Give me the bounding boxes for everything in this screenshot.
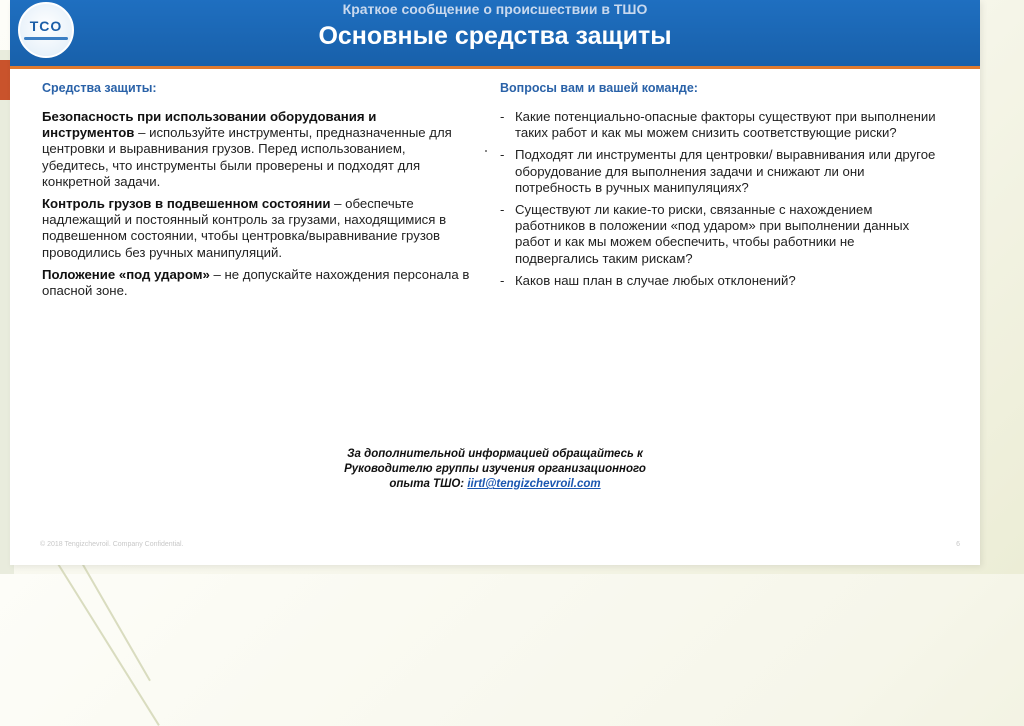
protection-item-text: – используйте инструменты, предназначенные для центровки и выравнивания грузов. Перед использованием, убедитесь, что инструменты были проверены и подходят для конкретной задачи. — [42, 125, 452, 189]
bullet-dash: - — [500, 109, 505, 124]
protection-list — [42, 109, 472, 305]
protection-item-title: Безопасность при использовании оборудования и инструментов — [42, 109, 377, 141]
contact-info — [295, 447, 695, 492]
left-column-heading: Средства защиты: — [42, 81, 157, 95]
page-title: Основные средства защиты — [318, 22, 672, 50]
protection-item-title: Контроль грузов в подвешенном состоянии — [42, 196, 331, 212]
question-text: Какие потенциально-опасные факторы существуют при выполнении таких работ и как мы можем снизить соответствующие риски? — [515, 109, 936, 141]
footer-confidential: © 2018 Tengizchevroil. Company Confidential. — [40, 541, 184, 548]
question-text: Существуют ли какие-то риски, связанные с нахождением работников в положении «под ударом» при выполнении данных работ и как мы можем обеспечить, чтобы работники не подвергались таким рискам? — [515, 202, 910, 266]
bullet-dash: - — [500, 202, 505, 218]
super-title: Краткое сообщение о происшествии в ТШО — [342, 1, 648, 17]
bullet-dash: - — [500, 272, 505, 288]
slide — [10, 0, 980, 565]
protection-item — [42, 196, 472, 261]
questions-list — [500, 109, 940, 295]
logo-text: TCO — [29, 18, 63, 34]
contact-prefix: опыта ТШО: — [389, 478, 468, 490]
question-text: Каков наш план в случае любых отклонений? — [515, 272, 796, 288]
protection-item — [42, 109, 472, 190]
protection-item-text: – обеспечьте надлежащий и постоянный контроль за грузами, находящимися в подвешенном состоянии, чтобы центровка/выравнивание грузов проводились без ручных манипуляций. — [42, 196, 447, 260]
contact-line — [295, 477, 695, 492]
protection-item-text: – не допускайте нахождения персонала в опасной зоне. — [42, 266, 470, 299]
question-item — [500, 273, 940, 289]
page-number: 6 — [956, 541, 960, 548]
question-item — [500, 109, 940, 141]
question-item — [500, 147, 940, 196]
question-item — [500, 202, 940, 267]
contact-email-link[interactable]: iirtl@tengizchevroil.com — [467, 478, 601, 490]
contact-line: За дополнительной информацией обращайтесь к — [347, 448, 643, 460]
right-column-heading: Вопросы вам и вашей команде: — [500, 81, 698, 95]
slide-header — [10, 0, 980, 69]
protection-item-title: Положение «под ударом» — [42, 266, 210, 282]
contact-line: Руководителю группы изучения организационного — [344, 463, 646, 475]
bullet-dash: - — [500, 147, 505, 163]
protection-item — [42, 267, 472, 299]
question-text: Подходят ли инструменты для центровки/ выравнивания или другое оборудование для выполнения задачи и снижают ли они потребность в ручных манипуляциях? — [515, 147, 936, 195]
stray-mark — [485, 150, 487, 152]
